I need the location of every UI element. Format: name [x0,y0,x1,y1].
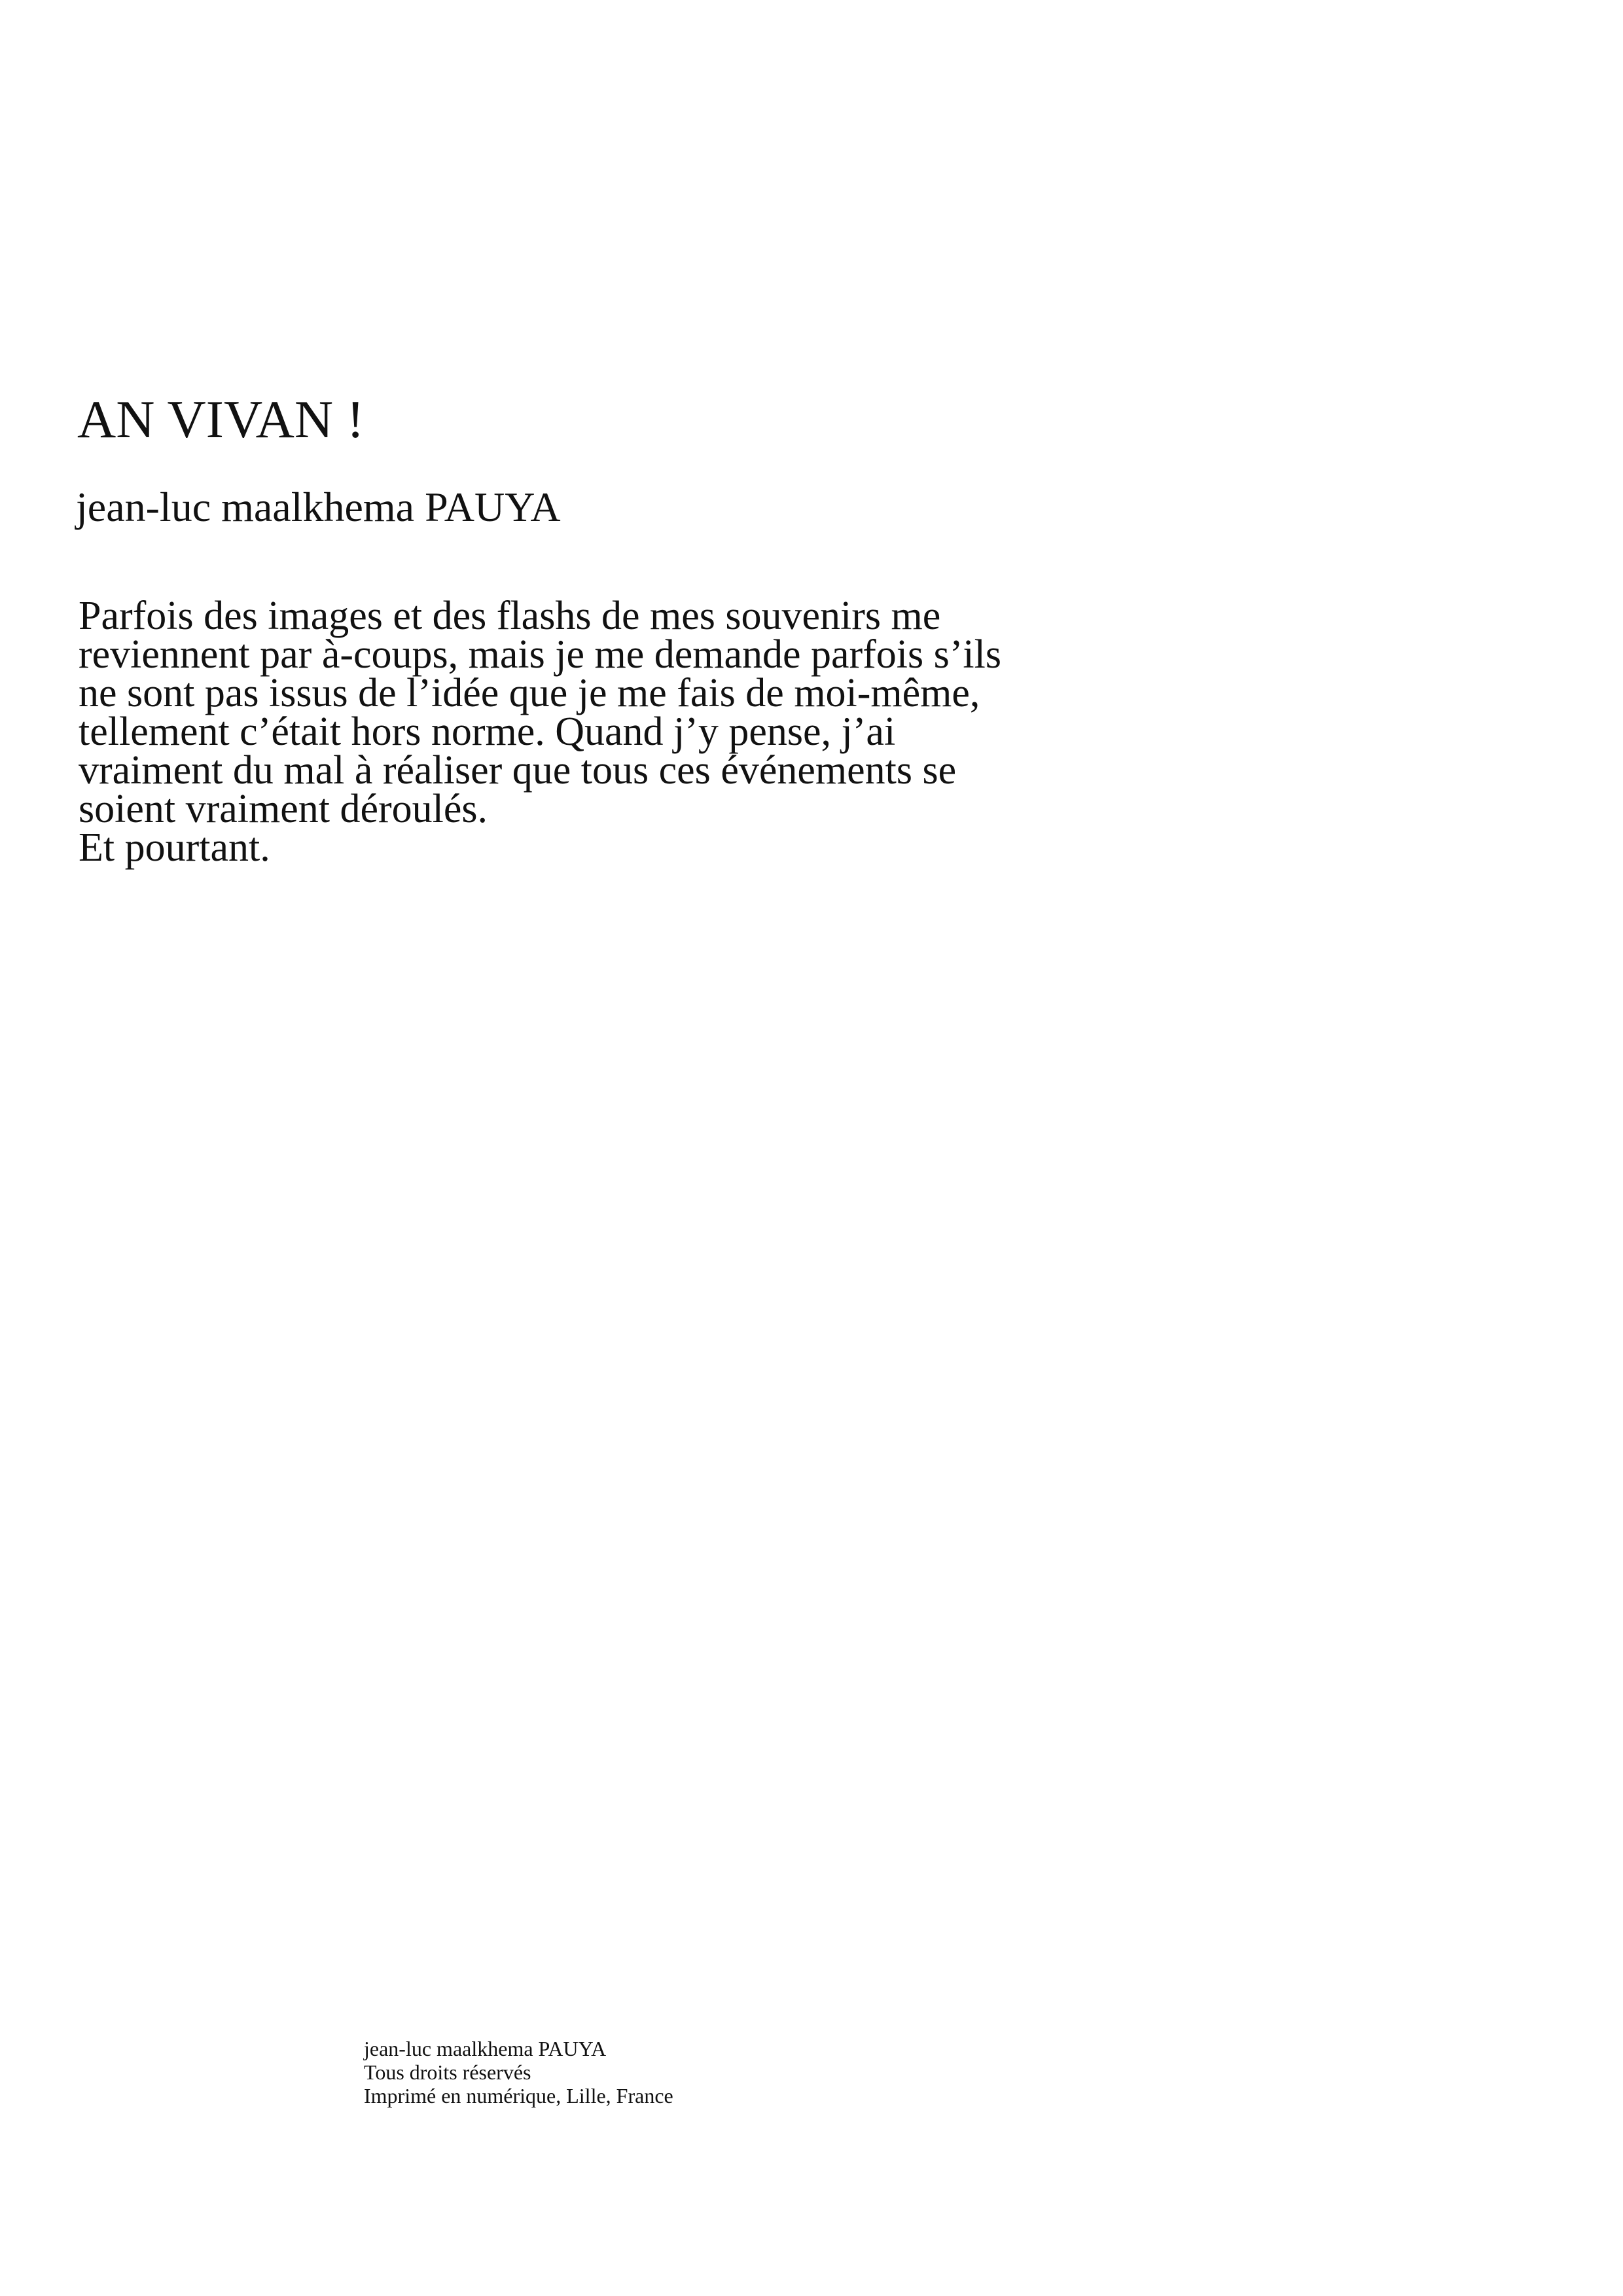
author-name: jean-luc maalkhema PAUYA [76,484,561,530]
paragraph-line: Parfois des images et des flashs de mes souvenirs me [79,594,941,638]
book-title: AN VIVAN ! [77,389,365,449]
paragraph-line: tellement c’était hors norme. Quand j’y pense, j’ai [79,709,896,754]
colophon [364,2037,673,2108]
paragraph-line: vraiment du mal à réaliser que tous ces événements se [79,748,957,793]
colophon-rights: Tous droits réservés [364,2060,531,2084]
paragraph-line: ne sont pas issus de l’idée que je me fais de moi-même, [79,671,980,715]
paragraph-line: reviennent par à-coups, mais je me demande parfois s’ils [79,632,1002,677]
paragraph-line: soient vraiment déroulés. [79,787,488,831]
colophon-author: jean-luc maalkhema PAUYA [364,2037,607,2060]
paragraph-line: Et pourtant. [79,825,270,870]
intro-paragraph [79,594,1322,870]
colophon-printed: Imprimé en numérique, Lille, France [364,2084,673,2108]
